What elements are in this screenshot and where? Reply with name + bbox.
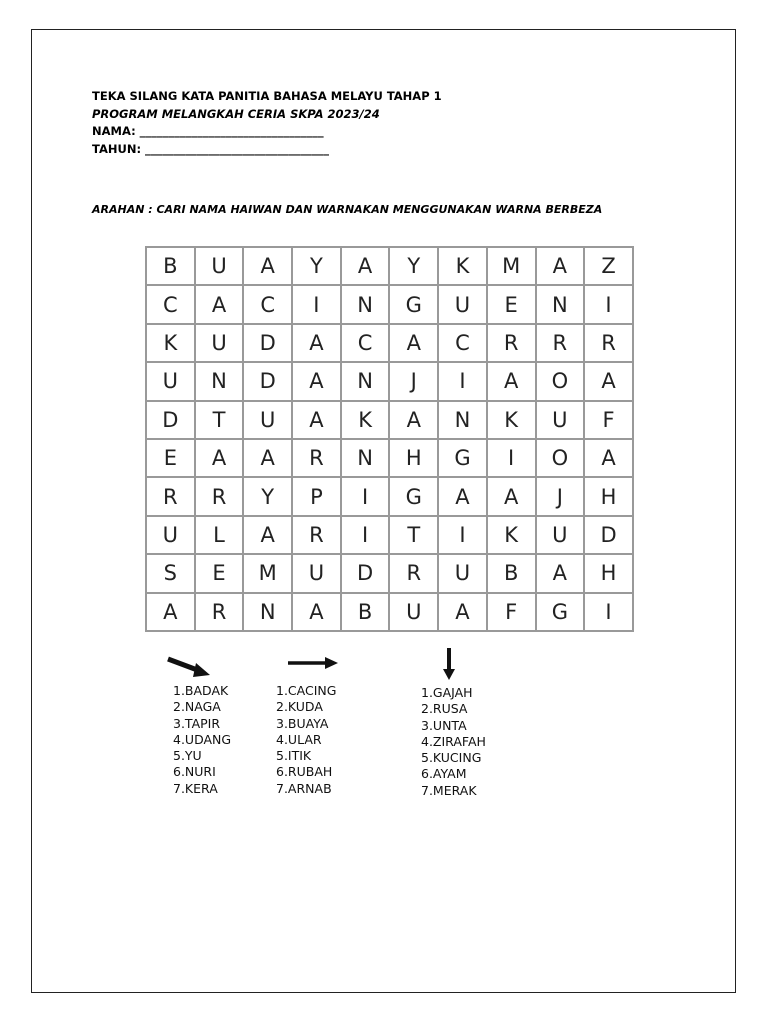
list-item: 4.ZIRAFAH (421, 733, 486, 749)
grid-cell: H (390, 440, 439, 478)
grid-cell: O (537, 440, 586, 478)
program-subtitle: PROGRAM MELANGKAH CERIA SKPA 2023/24 (92, 106, 380, 121)
grid-cell: K (488, 402, 537, 440)
grid-cell: U (439, 286, 488, 324)
grid-cell: I (293, 286, 342, 324)
grid-cell: A (147, 594, 196, 632)
grid-cell: C (439, 325, 488, 363)
grid-cell: B (147, 248, 196, 286)
arrow-right-icon (287, 656, 339, 670)
grid-cell: A (488, 478, 537, 516)
grid-cell: U (147, 363, 196, 401)
diagonal-word-list (173, 683, 231, 797)
grid-cell: A (439, 594, 488, 632)
grid-cell: E (488, 286, 537, 324)
list-item: 2.RUSA (421, 701, 468, 717)
grid-cell: R (488, 325, 537, 363)
grid-cell: G (537, 594, 586, 632)
grid-cell: H (585, 478, 634, 516)
grid-cell: K (488, 517, 537, 555)
grid-cell: J (390, 363, 439, 401)
grid-cell: D (244, 325, 293, 363)
list-item: 1.BADAK (173, 683, 229, 698)
grid-cell: K (147, 325, 196, 363)
grid-cell: N (342, 363, 391, 401)
grid-cell: A (537, 248, 586, 286)
list-item: 4.UDANG (173, 731, 232, 747)
grid-cell: F (585, 402, 634, 440)
grid-cell: A (244, 440, 293, 478)
list-item: 5.YU (173, 748, 202, 764)
grid-cell: T (390, 517, 439, 555)
grid-cell: I (439, 363, 488, 401)
grid-cell: R (537, 325, 586, 363)
grid-cell: C (342, 325, 391, 363)
grid-cell: R (585, 325, 634, 363)
grid-cell: A (439, 478, 488, 516)
arrow-down-right-icon (166, 655, 212, 679)
grid-cell: U (244, 402, 293, 440)
grid-cell: U (537, 517, 586, 555)
grid-cell: H (585, 555, 634, 593)
grid-cell: I (585, 286, 634, 324)
year-field: TAHUN: ________________________________ (92, 141, 330, 156)
worksheet-header (92, 88, 442, 158)
grid-cell: U (196, 325, 245, 363)
grid-cell: N (244, 594, 293, 632)
grid-cell: A (196, 440, 245, 478)
grid-cell: N (196, 363, 245, 401)
grid-cell: A (293, 325, 342, 363)
grid-cell: I (439, 517, 488, 555)
grid-cell: G (390, 478, 439, 516)
list-item: 3.TAPIR (173, 715, 221, 731)
grid-cell: A (488, 363, 537, 401)
list-item: 3.UNTA (421, 717, 467, 733)
grid-cell: K (439, 248, 488, 286)
grid-cell: E (147, 440, 196, 478)
list-item: 6.RUBAH (276, 764, 333, 780)
grid-cell: N (537, 286, 586, 324)
grid-cell: D (342, 555, 391, 593)
grid-cell: A (244, 248, 293, 286)
grid-cell: P (293, 478, 342, 516)
grid-cell: N (342, 440, 391, 478)
list-item: 4.ULAR (276, 731, 322, 747)
grid-cell: G (439, 440, 488, 478)
grid-cell: U (293, 555, 342, 593)
list-item: 5.ITIK (276, 748, 312, 764)
word-search-grid (145, 246, 634, 632)
grid-cell: T (196, 402, 245, 440)
grid-cell: U (439, 555, 488, 593)
grid-cell: A (537, 555, 586, 593)
list-item: 5.KUCING (421, 750, 482, 766)
grid-cell: I (488, 440, 537, 478)
grid-cell: J (537, 478, 586, 516)
grid-cell: A (293, 402, 342, 440)
grid-cell: A (342, 248, 391, 286)
grid-cell: Z (585, 248, 634, 286)
grid-cell: M (244, 555, 293, 593)
list-item: 6.NURI (173, 764, 216, 780)
worksheet-title: TEKA SILANG KATA PANITIA BAHASA MELAYU TAHAP 1 (92, 89, 442, 103)
grid-cell: A (585, 363, 634, 401)
list-item: 7.MERAK (421, 782, 477, 798)
grid-cell: L (196, 517, 245, 555)
list-item: 6.AYAM (421, 766, 467, 782)
grid-cell: U (196, 248, 245, 286)
grid-cell: A (390, 402, 439, 440)
grid-cell: S (147, 555, 196, 593)
grid-cell: R (196, 478, 245, 516)
grid-cell: I (585, 594, 634, 632)
grid-cell: U (147, 517, 196, 555)
grid-cell: A (390, 325, 439, 363)
grid-cell: R (293, 517, 342, 555)
grid-cell: C (147, 286, 196, 324)
name-field: NAMA: ________________________________ (92, 124, 324, 138)
grid-cell: E (196, 555, 245, 593)
list-item: 2.KUDA (276, 699, 323, 715)
grid-cell: K (342, 402, 391, 440)
grid-cell: U (390, 594, 439, 632)
horizontal-word-list (276, 683, 336, 797)
grid-cell: R (147, 478, 196, 516)
grid-cell: B (342, 594, 391, 632)
grid-cell: Y (390, 248, 439, 286)
grid-cell: I (342, 478, 391, 516)
vertical-word-list (421, 685, 486, 799)
grid-cell: Y (293, 248, 342, 286)
grid-cell: F (488, 594, 537, 632)
list-item: 2.NAGA (173, 699, 221, 715)
grid-cell: D (147, 402, 196, 440)
grid-cell: R (196, 594, 245, 632)
grid-cell: Y (244, 478, 293, 516)
grid-cell: R (293, 440, 342, 478)
grid-cell: A (293, 594, 342, 632)
grid-cell: I (342, 517, 391, 555)
list-item: 7.KERA (173, 780, 218, 796)
grid-cell: B (488, 555, 537, 593)
instruction-text: ARAHAN : CARI NAMA HAIWAN DAN WARNAKAN MENGGUNAKAN WARNA BERBEZA (92, 203, 603, 216)
grid-cell: D (585, 517, 634, 555)
list-item: 7.ARNAB (276, 780, 332, 796)
grid-cell: O (537, 363, 586, 401)
grid-cell: A (585, 440, 634, 478)
grid-cell: N (439, 402, 488, 440)
grid-cell: N (342, 286, 391, 324)
grid-cell: D (244, 363, 293, 401)
grid-cell: U (537, 402, 586, 440)
grid-cell: A (196, 286, 245, 324)
list-item: 3.BUAYA (276, 715, 329, 731)
grid-cell: C (244, 286, 293, 324)
grid-cell: M (488, 248, 537, 286)
list-item: 1.GAJAH (421, 685, 473, 700)
grid-cell: A (244, 517, 293, 555)
grid-cell: A (293, 363, 342, 401)
grid-cell: R (390, 555, 439, 593)
arrow-down-icon (440, 647, 458, 681)
grid-cell: G (390, 286, 439, 324)
list-item: 1.CACING (276, 683, 337, 698)
